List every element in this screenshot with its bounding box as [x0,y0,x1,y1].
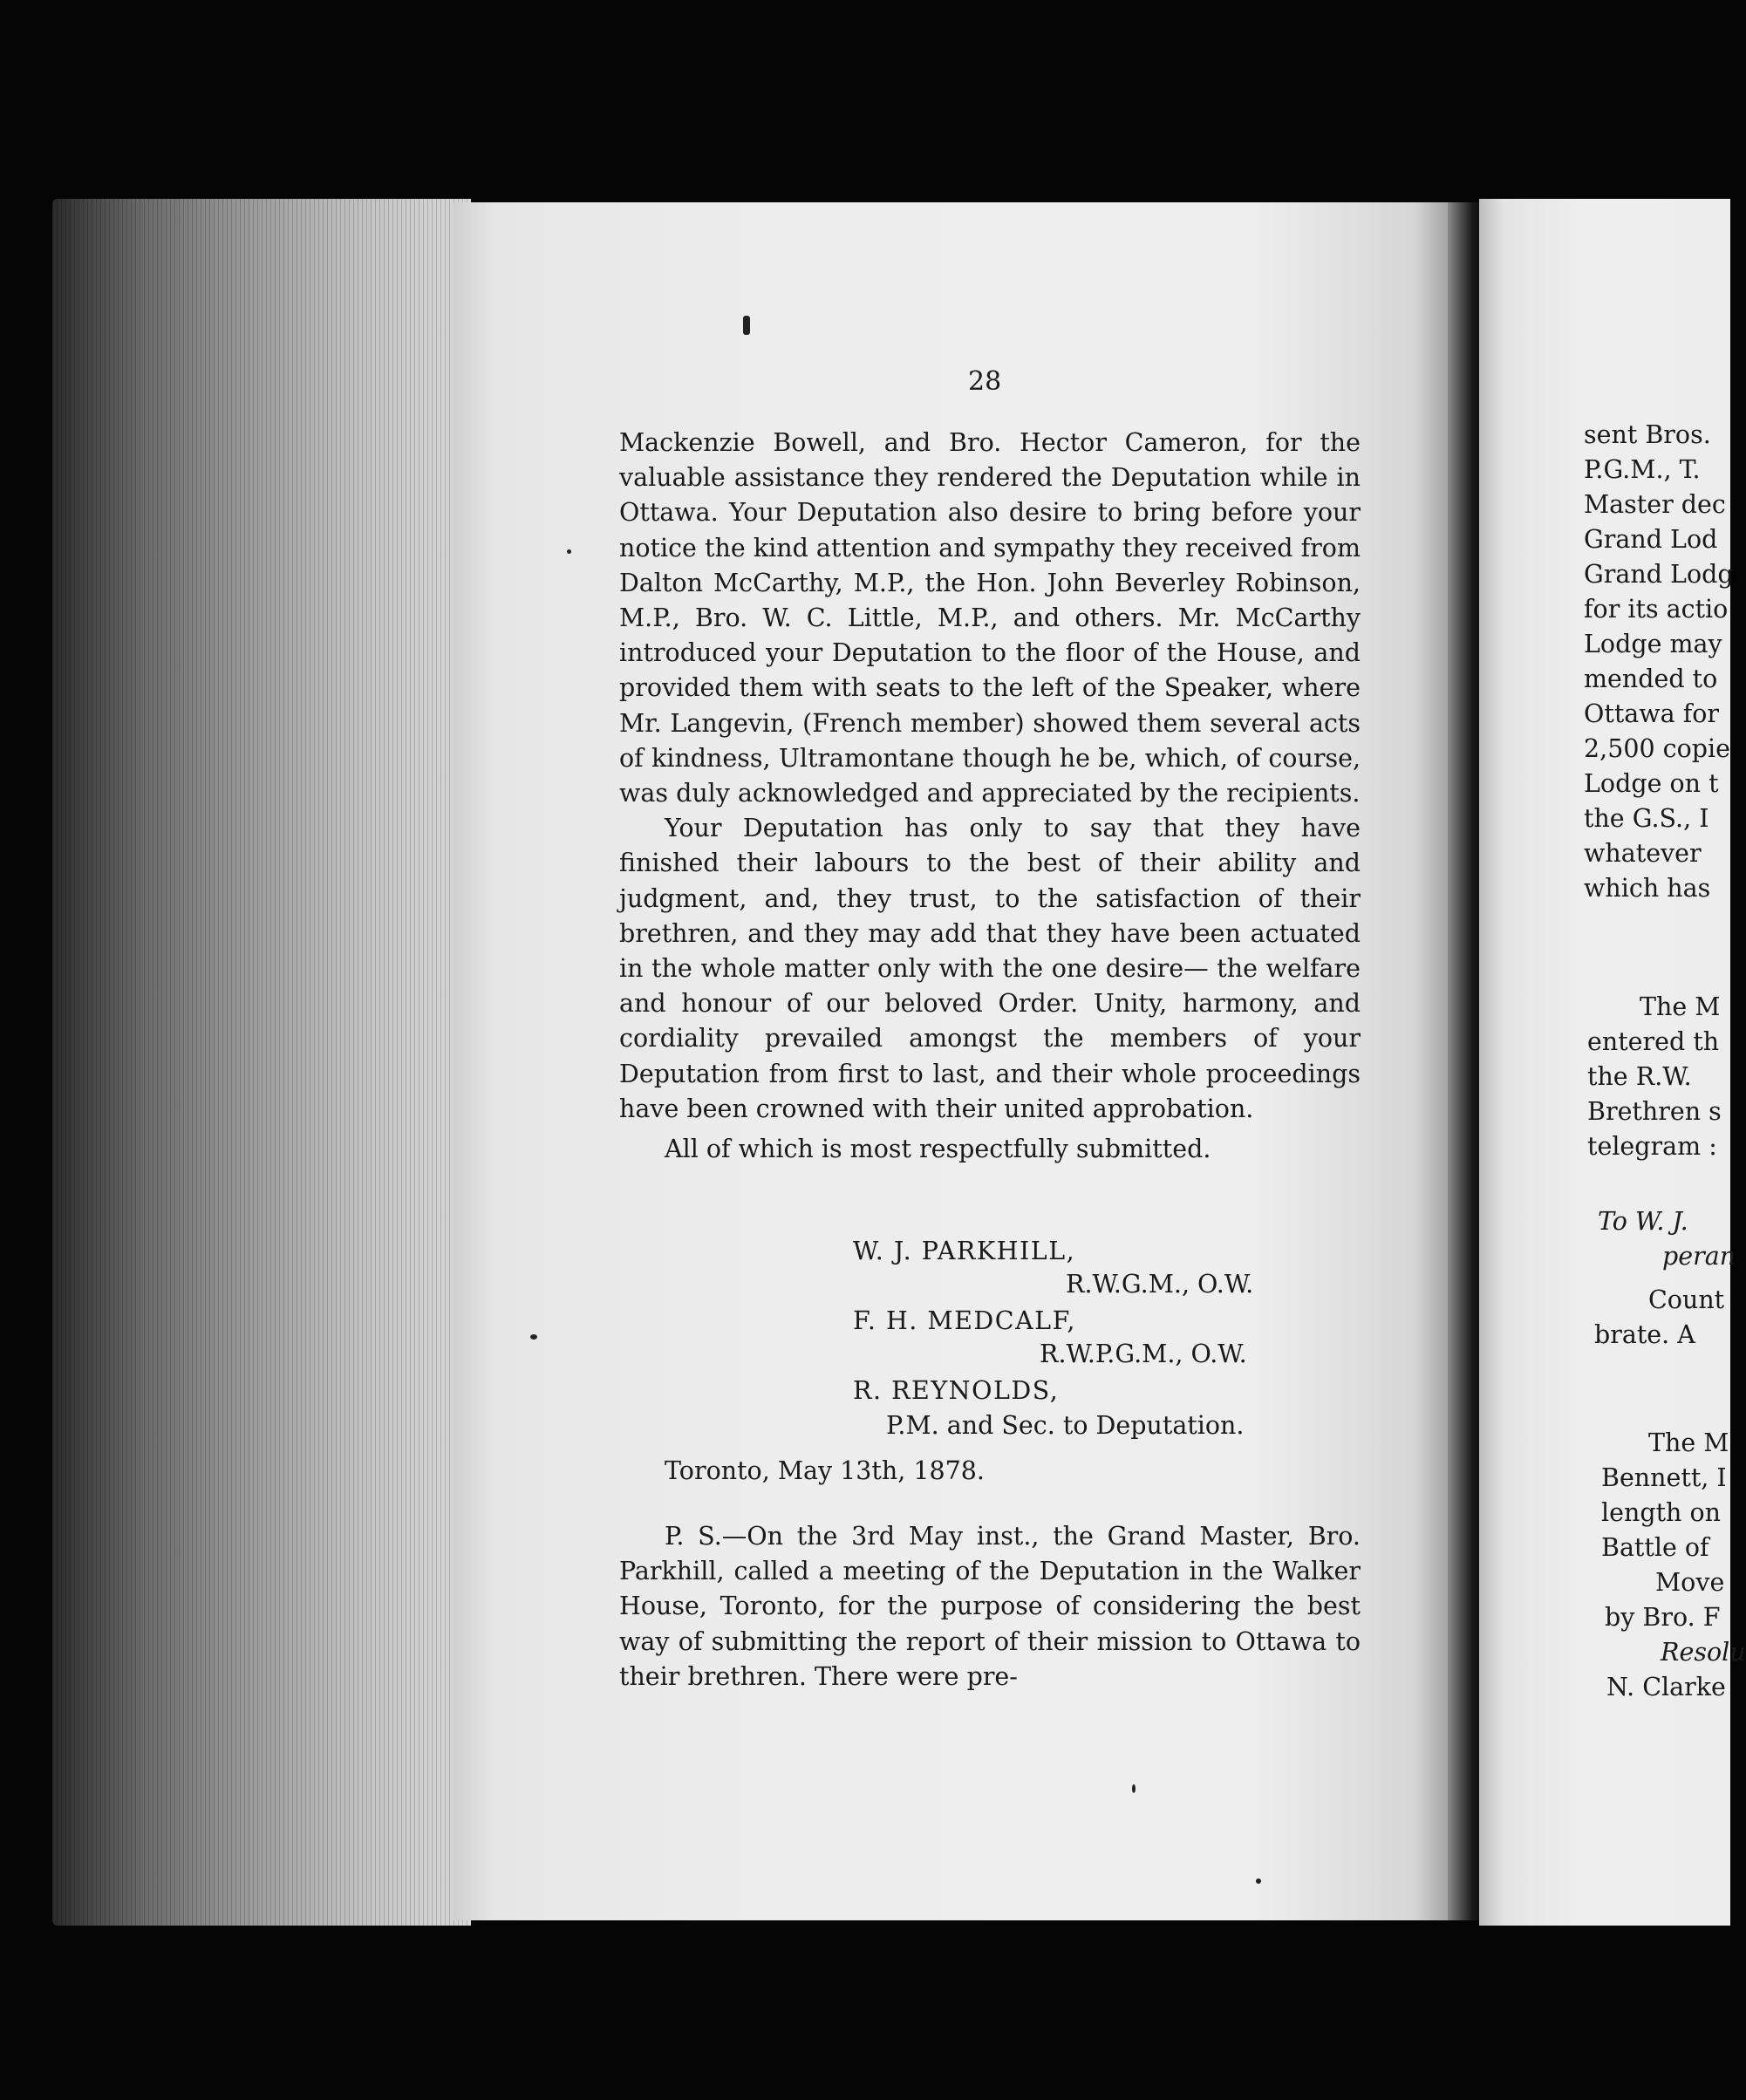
postscript-block [619,1519,1361,1694]
paragraph-2: Your Deputation has only to say that they have finished their labours to the best of their ability and judgment, and, they trust, to the satisfaction of their brethren, and they may add that they have been actuated in the whole matter only with the one desire— the welfare and honour of our beloved Order. Unity, harmony, and cordiality prevailed amongst the members of your Deputation from first to last, and their whole proceedings have been crowned with their united approbation. [619,814,1361,1123]
right-fragment: Grand Lod [1584,525,1718,554]
signature-name-parkhill: W. J. PARKHILL, [853,1237,1076,1265]
right-fragment: Brethren s [1587,1097,1722,1126]
date-line: Toronto, May 13th, 1878. [665,1456,985,1485]
right-fragment: P.G.M., T. [1584,455,1701,484]
right-fragment: The M [1648,1428,1729,1457]
right-fragment: The M [1640,992,1721,1021]
book-page-edges [52,199,471,1926]
right-fragment: Lodge on t [1584,769,1719,798]
closing-line: All of which is most respectfully submitted. [665,1135,1211,1164]
right-fragment: To W. J. [1598,1207,1688,1236]
page-number: 28 [968,366,1002,397]
signature-name-medcalf: F. H. MEDCALF, [853,1306,1076,1335]
right-fragment: the R.W. [1587,1062,1692,1091]
right-fragment: peran [1662,1242,1736,1271]
right-fragment: Resolu [1661,1638,1746,1667]
signature-title-reynolds: P.M. and Sec. to Deputation. [886,1411,1245,1440]
right-fragment: Move [1655,1568,1725,1597]
scan-speck [530,1334,537,1340]
signature-title-medcalf: R.W.P.G.M., O.W. [1040,1340,1247,1368]
right-fragment: Count [1648,1285,1725,1314]
right-fragment: length on [1601,1498,1721,1527]
right-fragment: sent Bros. [1584,420,1711,449]
signature-title-parkhill: R.W.G.M., O.W. [1066,1270,1254,1299]
right-fragment: Master dec [1584,490,1726,519]
right-fragment: Bennett, I [1601,1463,1727,1492]
scan-speck [1256,1878,1261,1884]
right-fragment: whatever [1584,839,1702,868]
right-fragment: Battle of [1601,1533,1709,1562]
right-fragment: entered th [1587,1027,1720,1056]
left-page-text [619,358,1361,1167]
right-fragment: which has [1584,874,1711,903]
right-fragment: N. Clarke [1606,1673,1726,1701]
right-fragment: the G.S., I [1584,804,1709,833]
scan-speck [1132,1784,1136,1793]
right-fragment: Lodge may [1584,630,1722,658]
signature-name-reynolds: R. REYNOLDS, [853,1376,1060,1405]
right-fragment: brate. A [1594,1320,1695,1349]
postscript: P. S.—On the 3rd May inst., the Grand Master, Bro. Parkhill, called a meeting of the Deputation in the Walker House, Toronto, for the purpose of considering the best way of submitting the report of their mission to Ottawa to their brethren. There were pre- [619,1522,1361,1691]
right-fragment: for its actio [1584,595,1729,624]
scan-speck [743,316,750,335]
right-fragment: mended to [1584,665,1718,693]
scan-speck [567,549,571,554]
right-fragment: telegram : [1587,1132,1717,1161]
right-fragment: by Bro. F [1605,1603,1721,1632]
paragraph-1: Mackenzie Bowell, and Bro. Hector Cameron, for the valuable assistance they rendered the Deputation while in Ottawa. Your Deputation also desire to bring before your notice the kind attention and sympathy they received from Dalton McCarthy, M.P., the Hon. John Beverley Robinson, M.P., Bro. W. C. Little, M.P., and others. Mr. McCarthy introduced your Deputation to the floor of the House, and provided them with seats to the left of the Speaker, where Mr. Langevin, (French member) showed them several acts of kindness, Ultramontane though he be, which, of course, was duly acknowledged and appreciated by the recipients. [619,428,1361,808]
right-fragment: Ottawa for [1584,699,1720,728]
book-gutter [1448,202,1483,1920]
right-fragment: 2,500 copie [1584,734,1730,763]
right-fragment: Grand Lodg [1584,560,1734,589]
